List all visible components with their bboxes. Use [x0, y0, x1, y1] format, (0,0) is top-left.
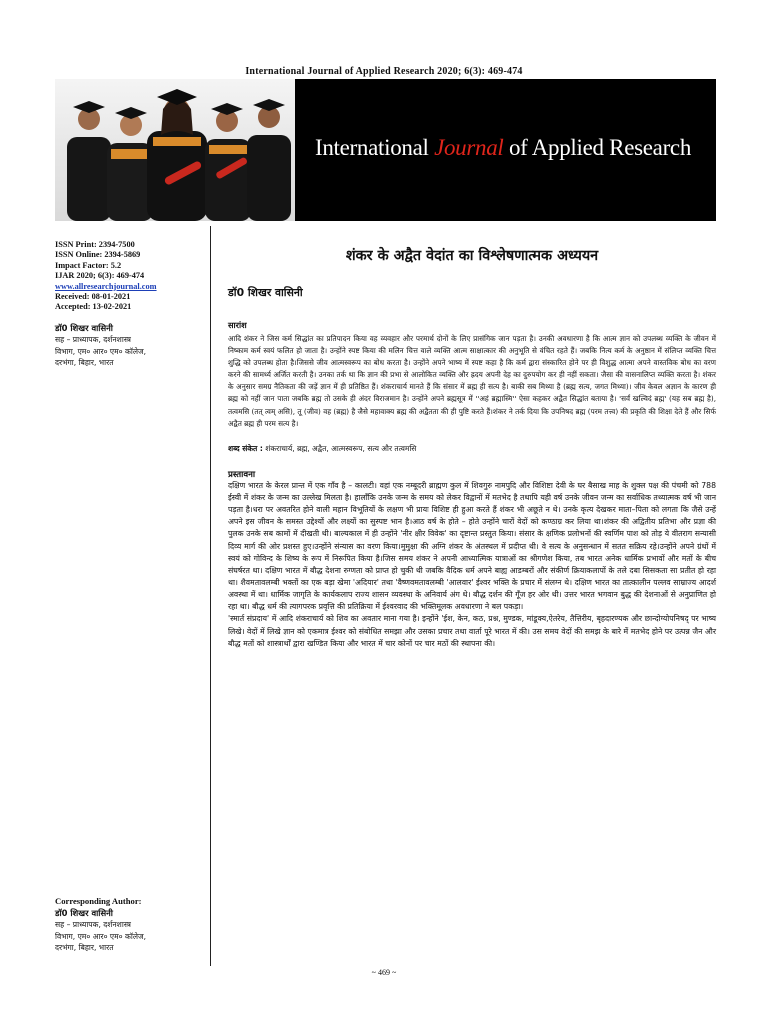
introduction-paragraph: 'स्मार्त संप्रदाय' में आदि शंकराचार्य को शिव का अवतार माना गया है। इन्होंने 'ईश, केन, कठ, प्रश्न, मुण्डक, मांडूक्य,ऐतरेय, तैत्तिरीय, बृहदारण्यक और छान्दोग्योपनिषद् पर भाष्य लिखे। वेदों में लिखे ज्ञान को एकमात्र ईश्वर को संबोधित समझा और उसका प्रचार तथा वार्ता पूरे भारत में की। उस समय वेदों की समझ के बारे में मतभेद होने पर उत्पन्न जैन और बौद्ध मतों को शास्त्रार्थों द्वारा खण्डित किया और भारत में चार कोनों पर चार मठों की स्थापना की। — [228, 614, 716, 648]
graduates-photo — [55, 79, 295, 221]
article-meta — [55, 240, 205, 369]
keywords — [228, 444, 716, 454]
affiliation-line: दरभंगा, बिहार, भारत — [55, 943, 114, 952]
keywords-label: शब्द संकेत : — [228, 443, 263, 453]
column-divider — [210, 226, 211, 966]
corresponding-author-name: डॉ0 शिखर वासिनी — [55, 907, 113, 918]
received-date: Received: 08-01-2021 — [55, 292, 131, 302]
affiliation-line: सह – प्राध्यापक, दर्शनशास्त्र — [55, 335, 131, 345]
ijar-citation: IJAR 2020; 6(3): 469-474 — [55, 271, 145, 281]
journal-banner-title: International Journal of Applied Research — [315, 135, 692, 160]
affiliation-line: सह – प्राध्यापक, दर्शनशास्त्र — [55, 920, 131, 929]
issn-print: ISSN Print: 2394-7500 — [55, 240, 135, 249]
affiliation-line: दरभंगा, बिहार, भारत — [55, 358, 114, 368]
introduction-heading: प्रस्तावना — [228, 469, 256, 480]
author-affiliation — [55, 323, 205, 369]
corresponding-author — [55, 896, 205, 954]
keywords-list: शंकराचार्य, ब्रह्म, अद्वैत, आत्मस्वरूप, सत्य और तत्वमसि — [262, 443, 417, 453]
corresponding-author-heading: Corresponding Author: — [55, 896, 142, 906]
author-name: डॉ0 शिखर वासिनी — [55, 322, 113, 333]
introduction-paragraph: दक्षिण भारत के केरल प्रान्त में एक गाँव है – कालटी। वहां एक नम्बूदरी ब्राह्मण कुल में शिवगुरु नामपुदि और विशिष्टा देवी के घर बैसाख माह के शुक्ल पक्ष की पंचमी को 788 ईस्वी में शंकर के जन्म का उल्लेख मिलता है। हालाँकि उनके जन्म के समय को लेकर विद्वानों में मतभेद है तथापि यही वर्ष उनके जीवन जन्म का सर्वाधिक तथ्यात्मक वर्ष भी जान पड़ता है।धरा पर अवतरित होने वाली महान विभूतियों के लक्षण भी प्रायः विशिष्ट ही हुआ करते हैं शंकर भी अछूते न थे। उनके कृत्य देखकर माता–पिता को लगता कि जैसे उन्हें अपने इस जीवन के समस्त उद्देश्यों और लक्ष्यों का सुस्पष्ट भान है।आठ वर्ष के होते – होते उन्होंने चारों वेदों को कण्ठाग्र कर लिया था।शंकर की अद्वितीय प्रतिभा और प्रज्ञा की पुलक उनके सब कामों में दीखती थी। बाल्यकाल में ही उन्होंने 'नीर क्षीर विवेक' का दृष्टान्त प्रस्तुत किया। संसार के क्षणिक प्रलोभनों की स्वर्णिम पाश को तोड़ ये वीतराग सन्यासी दिव्य मार्ग की ओर प्रशस्त हुए।उन्होंने संन्यास का वरण किया।मुमुक्षा की अग्नि शंकर के अंतस्थल में प्रदीप्त थी। वे सत्य के अनुसन्धान में सतत सक्रिय रहे।उन्होंने अपने ग्रंथों में स्वयं को गोविन्द के शिष्य के रूप में निरूपित किया है।जिस समय शंकर ने अपनी आध्यात्मिक यात्राओं का श्रीगणेश किया, तब भारत अनेक धार्मिक प्रभावों और मतों के बीच संघर्षरत था। दक्षिण भारत में बौद्ध देशना रुग्णता को प्राप्त हो चुकी थी जबकि वैदिक धर्म अपने बाह्य आडम्बरों और संकीर्ण क्रियाकलापों के तले दबा सिसकता सा प्रतीत हो रहा था। शैवमतावलम्बी भक्तों का एक बड़ा खेमा 'अदियार' तथा 'वैष्णवमतावलम्बी 'आलवार' ईश्वर भक्ति के प्रचार में संलग्न थे। दक्षिण भारत का तात्कालीन पल्लव साम्राज्य आदर्श अवस्था में था। धार्मिक जागृति के कार्यकलाप राज्य शासन व्यवस्था के अनिवार्य अंग थे। बौद्ध दर्शन की गूँज हर ओर थी। उत्तर भारत भगवान बुद्ध की देशनाओं से अनुप्राणित हो रहा था। बौद्ध धर्म की त्यागपरक प्रवृत्ति की प्रतिक्रिया में ईश्वरवाद की भक्तिमूलक अवधारणा ने बल पकड़ा। — [228, 480, 716, 612]
abstract-text: आदि शंकर ने जिस कर्म सिद्धांत का प्रतिपादन किया वह व्यवहार और परमार्थ दोनों के लिए प्रासंगिक जान पड़ता है। उनकी अवधारणा है कि आत्म ज्ञान को उपलब्ध व्यक्ति के जीवन में निष्काम कर्म स्वयं फलित हो जाता है। उन्होंने स्पष्ट किया की मलिन चित्त वाले व्यक्ति आत्म साक्षात्कार की अनुभूति से वंचित रहते हैं। जबकि नित्य कर्म के अनुष्ठान में संलिप्त व्यक्ति चित्त शुद्धि को उपलब्ध होता है।जिससे जीव आत्मस्वरूप का बोध करता है। उन्होंने अपने भाष्य में स्पष्ट कहा है कि कर्म द्वारा संस्कारित होने पर ही विशुद्ध आत्मा अपने वास्तविक बोध का वरण करने की सामर्थ्य अर्जित करती है। उनका तर्क था कि ज्ञान की प्रभा से आलोकित व्यक्ति और ह्रदय अपनी देह का दुरुपयोग कर ही नहीं सकता। जैसा की वासनालिप्त व्यक्ति करता है। शंकर के अनुसार समग्र नैतिकता की जड़ें ज्ञान में ही प्रतिष्ठित हैं। शंकराचार्य मानते हैं कि संसार में ब्रह्म ही सत्य है। बाकी सब मिथ्या है (ब्रह्म सत्य, जगत मिथ्या)। जीव केवल अज्ञान के कारण ही ब्रह्म को नहीं जान पाता जबकि ब्रह्म तो उसके ही अंदर विराजमान है। उन्होंने अपने ब्रह्मसूत्र में ''अहं ब्रह्मास्मि'' ऐसा कहकर अद्वैत सिद्धांत बताया है। 'सर्वं खल्विदं ब्रह्म' (यह सब ब्रह्म है), तत्वमसि (तत् त्वम् असि), तू (जीव) वह (ब्रह्म) है जैसे महावाक्य ब्रह्म की अद्वैतता की ही पुष्टि करते हैं।शंकर ने तर्क दिया कि उपनिषद ब्रह्म (परम तत्त्व) की प्रकृति की शिक्षा देते हैं और सिर्फ अद्वैत ब्रह्म ही परम सत्य है। — [228, 334, 716, 428]
journal-banner — [55, 79, 716, 221]
abstract-heading: सारांश — [228, 320, 247, 330]
journal-title-accent: Journal — [434, 135, 504, 160]
affiliation-line: विभाग, एम० आर० एम० कॉलेज, — [55, 931, 147, 941]
impact-factor: Impact Factor: 5.2 — [55, 260, 122, 270]
article-body — [228, 240, 716, 650]
journal-website-link[interactable]: www.allresearchjournal.com — [55, 281, 157, 291]
article-author: डॉ0 शिखर वासिनी — [228, 286, 303, 299]
article-title: शंकर के अद्वैत वेदांत का विश्लेषणात्मक अध्ययन — [345, 248, 599, 264]
running-head: International Journal of Applied Research 2020; 6(3): 469-474 — [245, 66, 523, 77]
issn-online: ISSN Online: 2394-5869 — [55, 250, 141, 260]
affiliation-line: विभाग, एम० आर० एम० कॉलेज, — [55, 346, 147, 356]
page-number: ~ 469 ~ — [371, 968, 397, 977]
accepted-date: Accepted: 13-02-2021 — [55, 302, 132, 312]
